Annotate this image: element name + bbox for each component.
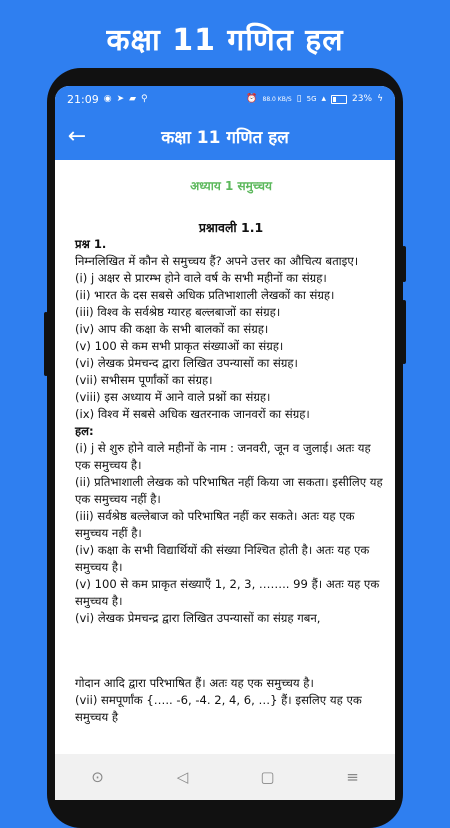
status-bar (55, 86, 395, 112)
car-icon: ▰ (129, 94, 137, 104)
app-title: कक्षा 11 गणित हल (161, 127, 289, 148)
question-lines (75, 253, 387, 423)
nav-back-button[interactable] (163, 768, 203, 786)
arrow-left-icon: ← (67, 123, 87, 149)
status-time: 21:09 (67, 92, 99, 106)
solution-line: (v) 100 से कम प्राकृत संख्याएँ 1, 2, 3, …….. 99 हैं। अतः यह एक समुच्चय है। (75, 577, 380, 608)
back-button[interactable] (55, 112, 99, 160)
question-line: (v) 100 से कम सभी प्राकृत संख्याओं का संग्रह। (75, 339, 284, 353)
messenger-icon: ◉ (103, 94, 112, 104)
question-line: (vi) लेखक प्रेमचन्द द्वारा लिखित उपन्यासों का संग्रह। (75, 356, 298, 370)
question-line: (ii) भारत के दस सबसे अधिक प्रतिभाशाली लेखकों का संग्रह। (75, 288, 335, 302)
solution-lines (75, 440, 387, 627)
after-gap-lines (75, 675, 387, 726)
solution-line: (iv) कक्षा के सभी विद्यार्थियों की संख्या निश्चित होती है। अतः यह एक समुच्चय है। (75, 543, 370, 574)
content-area[interactable] (55, 178, 395, 726)
app-bar (55, 112, 395, 160)
signal-icon: ▴ (321, 94, 327, 104)
question-line: (ix) विश्व में सबसे अधिक खतरनाक जानवरों का संग्रह। (75, 407, 310, 421)
solution-line: (iii) सर्वश्रेष्ठ बल्लेबाज को परिभाषित नहीं कर सकते। अतः यह एक समुच्चय नहीं है। (75, 509, 355, 540)
telegram-icon: ➤ (116, 94, 125, 104)
status-speed: 88.0 KB/S (262, 95, 292, 103)
solution-label: हल: (75, 424, 94, 438)
nav-assist-button[interactable] (78, 768, 118, 786)
question-line: (iv) आप की कक्षा के सभी बालकों का संग्रह। (75, 322, 269, 336)
status-left (67, 93, 148, 106)
solution-line: (vii) समपूर्णांक {….. -6, -4. 2, 4, 6, …} हैं। इसलिए यह एक समुच्चय है (75, 693, 362, 724)
vibrate-icon: ▯ (296, 94, 302, 104)
question-line: (iii) विश्व के सर्वश्रेष्ठ ग्यारह बल्लबाजों का संग्रह। (75, 305, 281, 319)
solution-line: (i) j से शुरु होने वाले महीनों के नाम : जनवरी, जून व जुलाई। अतः यह एक समुच्चय है। (75, 441, 371, 472)
status-network: 5G (306, 95, 317, 103)
solution-line: गोदान आदि द्वारा परिभाषित हैं। अतः यह एक समुच्चय है। (75, 676, 314, 690)
phone-screen (55, 86, 395, 800)
charging-icon: ϟ (377, 94, 383, 104)
menu-lines-icon: ≡ (346, 768, 359, 786)
question-line: (vii) सभीसम पूर्णांकों का संग्रह। (75, 373, 213, 387)
circle-icon: ⊙ (91, 768, 104, 786)
square-icon: ▢ (260, 768, 275, 786)
solution-line: (ii) प्रतिभाशाली लेखक को परिभाषित नहीं किया जा सकता। इसीलिए यह एक समुच्चय नहीं है। (75, 475, 383, 506)
nav-menu-button[interactable] (333, 768, 373, 786)
chapter-title: अध्याय 1 समुच्चय (190, 179, 272, 193)
exercise-title: प्रश्नावली 1.1 (198, 220, 264, 235)
system-nav-bar (55, 754, 395, 800)
alarm-icon: ⏰ (246, 94, 258, 104)
usb-icon: ⚲ (141, 94, 148, 104)
content-gap (75, 627, 387, 675)
nav-home-button[interactable] (248, 768, 288, 786)
solution-line: (vi) लेखक प्रेमचन्द्र द्वारा लिखित उपन्यासों का संग्रह गबन, (75, 611, 321, 625)
question-line: (viii) इस अध्याय में आने वाले प्रश्नों का संग्रह। (75, 390, 271, 404)
triangle-back-icon: ◁ (176, 768, 189, 786)
question-label: प्रश्न 1. (75, 237, 107, 251)
status-battery: 23% (352, 94, 373, 104)
question-line: निम्नलिखित में कौन से समुच्चय हैं? अपने उत्तर का औचित्य बताइए। (75, 254, 359, 268)
status-right (246, 94, 383, 104)
promo-title: कक्षा 11 गणित हल (106, 23, 344, 58)
question-line: (i) j अक्षर से प्रारम्भ होने वाले वर्ष के सभी महीनों का संग्रह। (75, 271, 327, 285)
battery-icon (331, 95, 347, 104)
